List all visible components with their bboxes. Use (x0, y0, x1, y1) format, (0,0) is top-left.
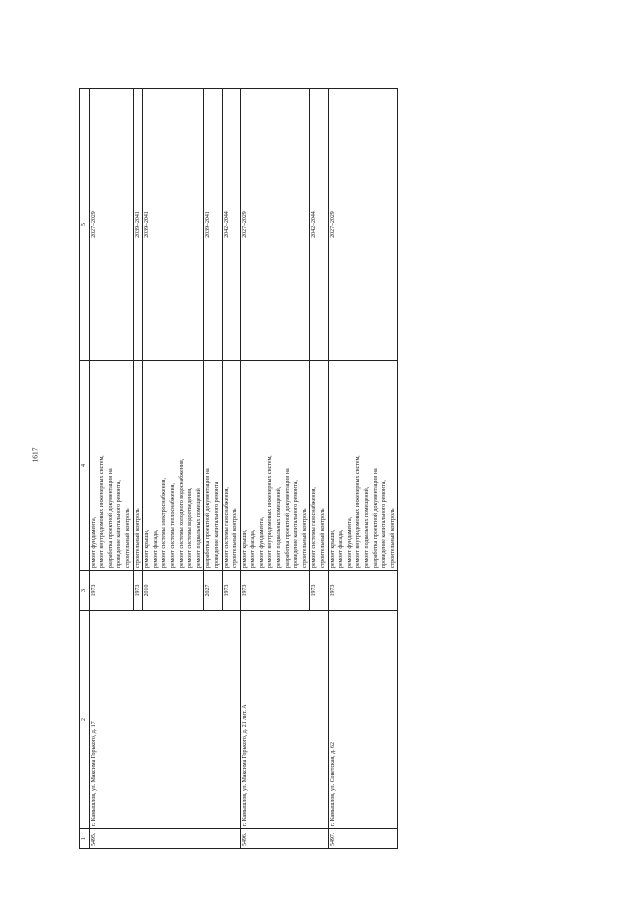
work-item: ремонт внутридомовых инженерных систем, (355, 455, 362, 568)
row-period: 2027–2029 (328, 89, 398, 361)
header-col-3: 3 (80, 571, 90, 611)
work-item: ремонт фундамента, (90, 516, 97, 568)
row-number: 5495. (89, 829, 240, 849)
row-number: 5496. (240, 829, 328, 849)
row-period: 2042–2044 (310, 89, 328, 361)
work-item: ремонт внутридомовых инженерных систем, (99, 455, 106, 568)
work-item: ремонт системы газоснабжения, (311, 487, 318, 568)
work-item: ремонт системы газоснабжения, (223, 487, 230, 568)
row-works (133, 361, 143, 571)
page-number-text: 1617 (30, 447, 40, 463)
table-row (240, 89, 310, 849)
row-period: 2027–2029 (89, 89, 133, 361)
row-works (240, 361, 310, 571)
work-item: ремонт системы теплоснабжения, (169, 483, 176, 568)
row-works (204, 361, 222, 571)
work-item: проведение капитального ремонта, (293, 480, 300, 568)
work-item: проведение капитального ремонта (213, 481, 220, 568)
work-item: ремонт внутридомовых инженерных систем, (267, 455, 274, 568)
row-year: 1973 (240, 571, 310, 611)
capital-repair-table (79, 88, 398, 849)
table-row (89, 89, 133, 849)
work-item: строительный контроль (389, 508, 396, 568)
work-item: строительный контроль (124, 508, 131, 568)
row-year: 2010 (143, 571, 204, 611)
work-item: разработка проектной документации на (284, 468, 291, 568)
row-works (89, 361, 133, 571)
row-period: 2039–2041 (133, 89, 143, 361)
work-item: ремонт фундамента, (258, 516, 265, 568)
work-item: ремонт подвальных помещений, (364, 486, 370, 568)
row-works (143, 361, 204, 571)
work-item: проведение капитального ремонта, (381, 480, 388, 568)
work-item: ремонт фундамента, (346, 516, 353, 568)
row-address: г. Камышлов, ул. Максима Горького, д. 21 лит. А (240, 611, 328, 829)
work-item: разработка проектной документации на (107, 468, 114, 568)
row-number: 5497. (328, 829, 398, 849)
header-col-2: 2 (80, 611, 90, 829)
work-item: строительный контроль (134, 508, 141, 568)
row-year: 1973 (328, 571, 398, 611)
work-item: ремонт системы водоотведения, (187, 487, 194, 568)
work-item: строительный контроль (301, 508, 308, 568)
row-period: 2027–2029 (240, 89, 310, 361)
row-works (222, 361, 240, 571)
table-body (89, 89, 398, 849)
row-address: г. Камышлов, ул. Максима Горького, д. 17 (89, 611, 240, 829)
row-year: 2027 (204, 571, 222, 611)
header-col-5: 5 (80, 89, 90, 361)
work-item: ремонт фасада, (152, 529, 159, 568)
work-item: ремонт фасада, (250, 529, 257, 568)
row-works (328, 361, 398, 571)
work-item: ремонт системы холодного водоснабжения, (178, 458, 185, 568)
work-item: разработка проектной документации на (372, 468, 379, 568)
work-item: ремонт подвальных помещений, (276, 486, 283, 568)
rotated-page (79, 89, 530, 849)
row-period: 2042–2044 (222, 89, 240, 361)
work-item: ремонт подвальных помещений (195, 488, 202, 568)
header-col-1: 1 (80, 829, 90, 849)
work-item: ремонт крыши, (241, 529, 248, 568)
row-year: 1973 (222, 571, 240, 611)
work-item: строительный контроль (320, 508, 327, 568)
work-item: строительный контроль (232, 508, 239, 568)
work-item: ремонт системы электроснабжения, (161, 478, 168, 568)
work-item: ремонт фасада, (338, 529, 345, 568)
row-year: 1973 (89, 571, 133, 611)
work-item: разработка проектной документации на (205, 468, 212, 568)
table-row (328, 89, 398, 849)
row-period: 2039–2041 (143, 89, 204, 361)
work-item: проведение капитального ремонта, (116, 480, 123, 568)
row-address: г. Камышлов, ул. Советская, д. 62 (328, 611, 398, 829)
row-year: 1973 (133, 571, 143, 611)
header-row (80, 89, 90, 849)
row-period: 2039–2041 (204, 89, 222, 361)
work-item: ремонт крыши, (144, 529, 151, 568)
table-header (80, 89, 90, 849)
work-item: ремонт крыши, (329, 529, 336, 568)
header-col-4: 4 (80, 361, 90, 571)
row-works (310, 361, 328, 571)
row-year: 1973 (310, 571, 328, 611)
page-number (29, 440, 41, 470)
